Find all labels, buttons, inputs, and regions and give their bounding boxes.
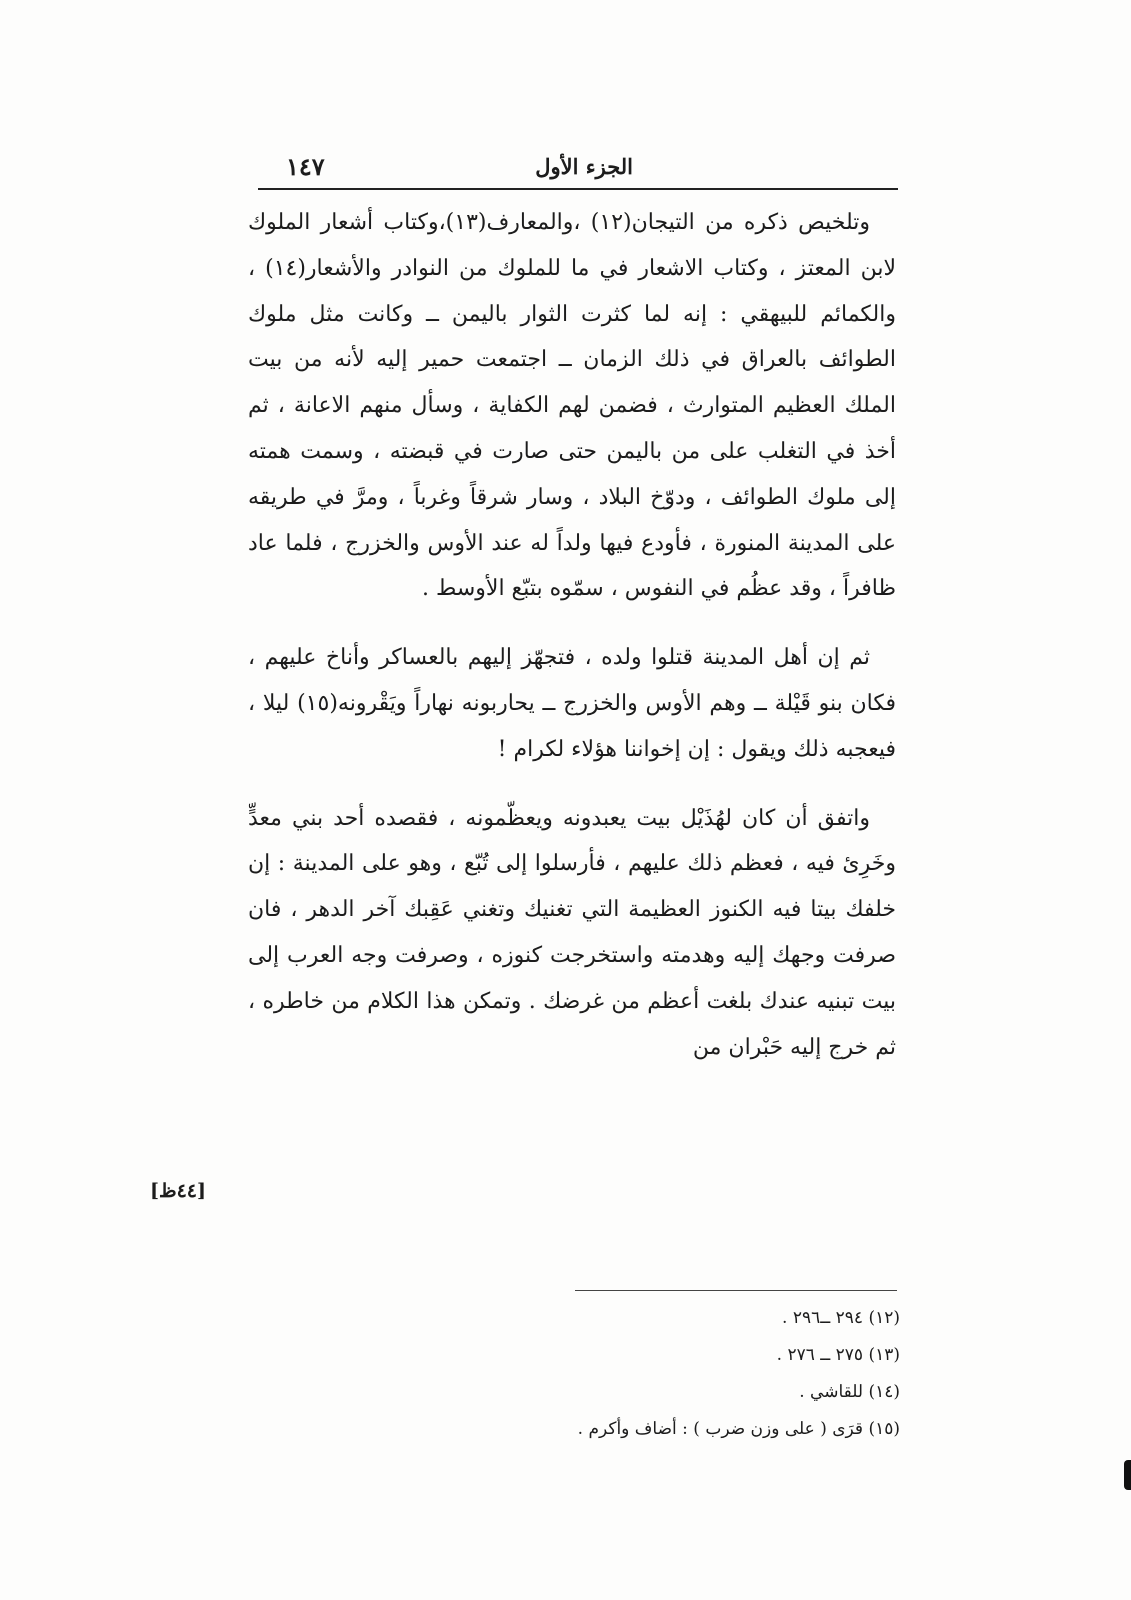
main-text <box>248 200 896 1070</box>
page-number: ١٤٧ <box>286 152 325 181</box>
running-header <box>258 150 898 190</box>
footnote-divider <box>575 1290 897 1291</box>
footnote-13: (١٣) ٢٧٥ ــ ٢٧٦ . <box>776 1345 900 1365</box>
paragraph-3: واتفق أن كان لهُذَيْل بيت يعبدونه ويعظّمونه ، فقصده أحد بني معدٍّ وخَرِئ فيه ، فعظم ذلك عليهم ، فأرسلوا إلى تُبّع ، وهو على المدينة : إن خلفك بيتا فيه الكنوز العظيمة التي تغنيك وتغني عَقِبك آخر الدهر ، فان صرفت وجهك إليه وهدمته واستخرجت كنوزه ، وصرفت وجه العرب إلى بيت تبنيه عندك بلغت أعظم من غرضك . وتمكن هذا الكلام من خاطره ، ثم خرج إليه حَبْران من <box>248 805 896 1060</box>
footnote-14: (١٤) للقاشي . <box>799 1382 900 1402</box>
page-edge-mark <box>1124 1460 1131 1490</box>
header-title: الجزء الأول <box>535 154 633 179</box>
folio-marginal-note: [٤٤ظ] <box>150 1180 206 1202</box>
footnotes <box>300 1300 900 1448</box>
footnote-12: (١٢) ٢٩٤ ــ٢٩٦ . <box>782 1308 900 1328</box>
paragraph-1: وتلخيص ذكره من التيجان(١٢) ،والمعارف(١٣)،وكتاب أشعار الملوك لابن المعتز ، وكتاب الاشعار في ما للملوك من النوادر والأشعار(١٤) ، والكمائم للبيهقي : إنه لما كثرت الثوار باليمن ــ وكانت مثل ملوك الطوائف بالعراق في ذلك الزمان ــ اجتمعت حمير إليه لأنه من بيت الملك العظيم المتوارث ، فضمن لهم الكفاية ، وسأل منهم الاعانة ، ثم أخذ في التغلب على من باليمن حتى صارت في قبضته ، وسمت همته إلى ملوك الطوائف ، ودوّخ البلاد ، وسار شرقاً وغرباً ، ومرَّ في طريقه على المدينة المنورة ، فأودع فيها ولداً له عند الأوس والخزرج ، فلما عاد ظافراً ، وقد عظُم في النفوس ، سمّوه بتبّع الأوسط . <box>248 210 897 602</box>
footnote-15: (١٥) قرَى ( على وزن ضرب ) : أضاف وأكرم . <box>577 1419 900 1439</box>
paragraph-2: ثم إن أهل المدينة قتلوا ولده ، فتجهّز إليهم بالعساكر وأناخ عليهم ، فكان بنو قَيْلة ــ وهم الأوس والخزرج ــ يحاربونه نهاراً ويَقْرونه(١٥) ليلا ، فيعجبه ذلك ويقول : إن إخواننا هؤلاء لكرام ! <box>248 645 897 762</box>
